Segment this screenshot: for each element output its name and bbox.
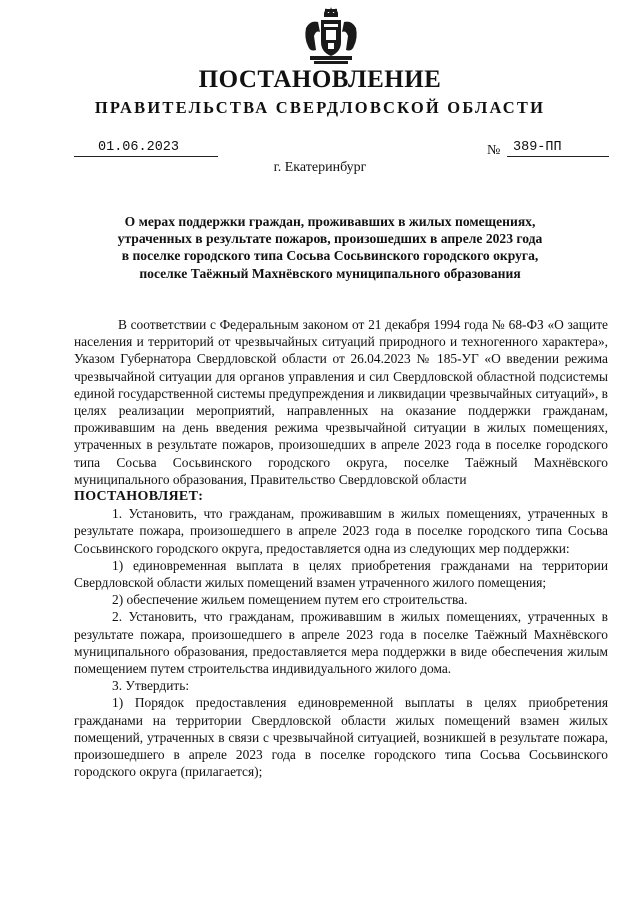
- document-number: 389-ПП: [507, 141, 609, 157]
- decree-title-line: О мерах поддержки граждан, проживавших в жилых помещениях,: [124, 214, 536, 229]
- resolves-heading: ПОСТАНОВЛЯЕТ:: [74, 489, 204, 505]
- number-sign: №: [487, 143, 501, 158]
- decree-title-line: в поселке городского типа Сосьва Сосьвинского городского округа,: [121, 248, 539, 264]
- issuing-authority: ПРАВИТЕЛЬСТВА СВЕРДЛОВСКОЙ ОБЛАСТИ: [94, 98, 546, 117]
- clause-3-item-1: 1) Порядок предоставления единовременной выплаты в целях приобретения гражданами на территории Свердловской области жилых помещений взамен жилых помещений, утраченных в связи с чрезвычайной ситуацией, возникшей в результате пожара, произошедшего в апреле 2023 года в поселке городского типа Сосьва Сосьвинского городского округа (прилагается);: [74, 695, 608, 780]
- clause-1-item-1: 1) единовременная выплата в целях приобретения гражданами на территории Свердловской области жилых помещений взамен утраченного жилого помещения;: [74, 557, 608, 591]
- decree-title-line: поселке Таёжный Махнёвского муниципального образования: [139, 265, 521, 281]
- clause-1: 1. Установить, что гражданам, проживавшим в жилых помещениях, утраченных в результате пожара, произошедшего в апреле 2023 года в поселке городского типа Сосьва Сосьвинского городского округа, предоставляется одна из следующих мер поддержки:: [74, 506, 608, 556]
- document-body: [74, 316, 608, 780]
- document-city: г. Екатеринбург: [273, 160, 367, 175]
- clause-3: 3. Утвердить:: [112, 678, 190, 694]
- document-date: 01.06.2023: [74, 141, 218, 157]
- decree-title: [80, 213, 580, 282]
- preamble-paragraph: В соответствии с Федеральным законом от 21 декабря 1994 года № 68-ФЗ «О защите населения и территорий от чрезвычайных ситуаций природного и техногенного характера», Указом Губернатора Свердловской области от 26.04.2023 № 185-УГ «О введении режима чрезвычайной ситуации для органов управления и сил Свердловской областной подсистемы единой государственной системы предупреждения и ликвидации чрезвычайных ситуаций», в целях реализации мероприятий, направленных на оказание поддержки гражданам, проживавшим на день введения режима чрезвычайной ситуации в жилых помещениях, утраченных в результате пожаров, произошедших в апреле 2023 года в поселке городского типа Сосьва Сосьвинского городского округа, поселке Таёжный Махнёвского муниципального образования, Правительство Свердловской области: [74, 317, 608, 487]
- coat-of-arms-icon: [300, 6, 362, 68]
- decree-title-line: утраченных в результате пожаров, произошедших в апреле 2023 года: [117, 231, 543, 247]
- clause-1-item-2: 2) обеспечение жильем помещением путем его строительства.: [112, 592, 468, 608]
- clause-2: 2. Установить, что гражданам, проживавшим в жилых помещениях, утраченных в результате пожара, произошедшего в апреле 2023 года в поселке Таёжный Махнёвского муниципального образования, предоставляется мера поддержки в виде обеспечения жилым помещением путем строительства индивидуального жилого дома.: [74, 609, 608, 677]
- document-type-title: ПОСТАНОВЛЕНИЕ: [198, 66, 442, 93]
